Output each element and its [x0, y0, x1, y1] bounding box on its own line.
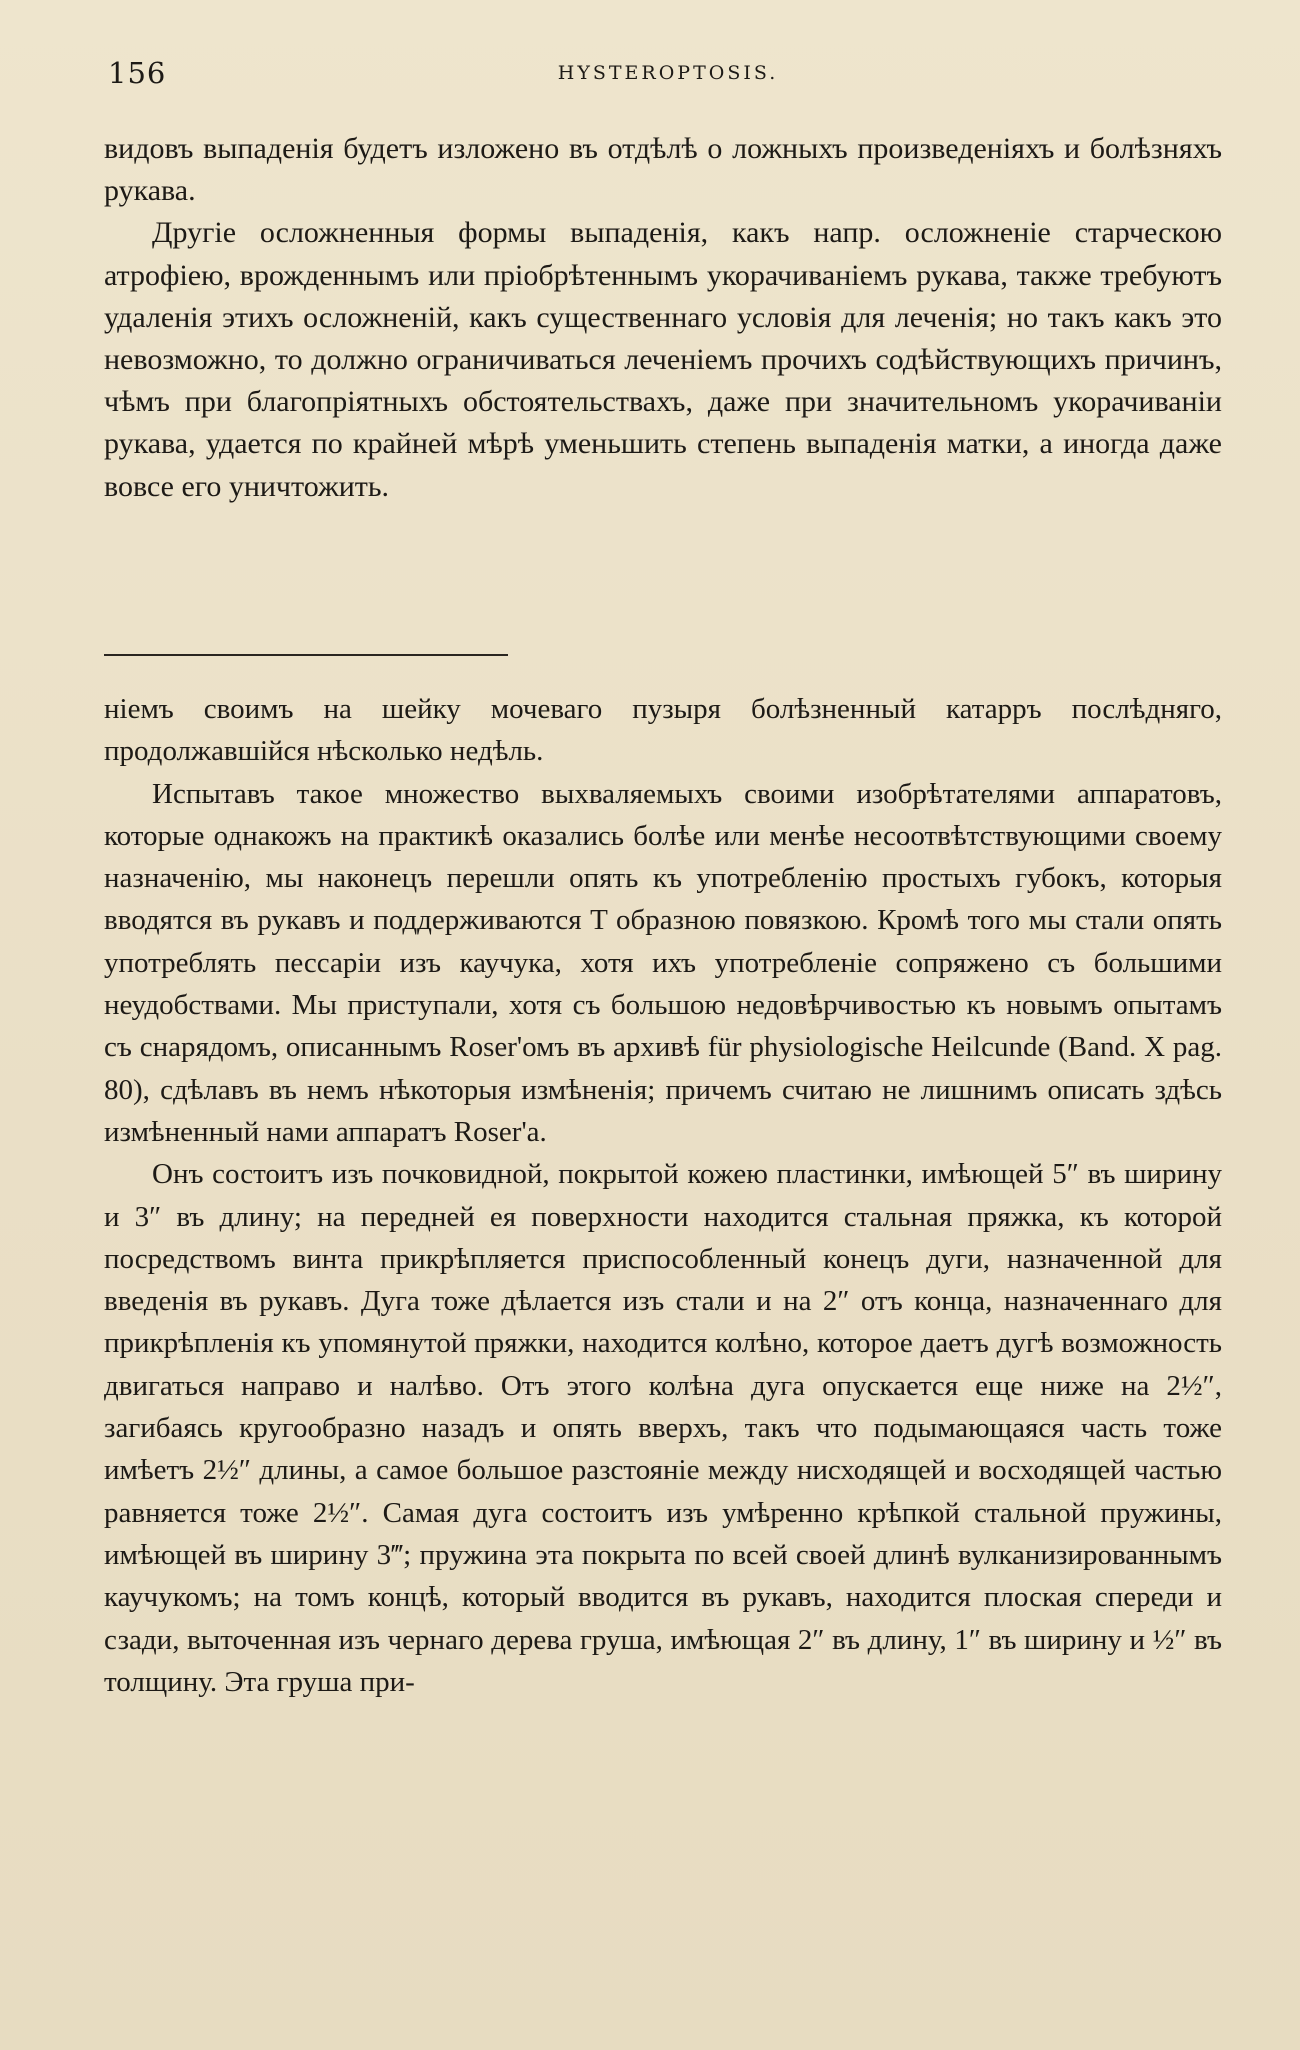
footnote-paragraph: Онъ состоитъ изъ почковидной, покрытой кожею пластинки, имѣющей 5″ въ ширину и 3″ въ длину; на передней ея поверхности находится стальная пряжка, къ которой посредствомъ винта прикрѣпляется приспособленный конецъ дуги, назначенной для введенія въ рукавъ. Дуга тоже дѣлается изъ стали и на 2″ отъ конца, назначеннаго для прикрѣпленія къ упомянутой пряжки, находится колѣно, которое даетъ дугѣ возможность двигаться направо и налѣво. Отъ этого колѣна дуга опускается еще ниже на 2½″, загибаясь кругообразно назадъ и опять вверхъ, такъ что подымающаяся часть тоже имѣетъ 2½″ длины, а самое большое разстояніе между нисходящей и восходящей частью равняется тоже 2½″. Самая дуга состоитъ изъ умѣренно крѣпкой стальной пружины, имѣющей въ ширину 3‴; пружина эта покрыта по всей своей длинѣ вулканизированнымъ каучукомъ; на томъ концѣ, который вводится въ рукавъ, находится плоская спереди и сзади, выточенная изъ чернаго дерева груша, имѣющая 2″ въ длину, 1″ въ ширину и ½″ въ толщину. Эта груша при-	[104, 1158, 1222, 1698]
page-number: 156	[108, 56, 167, 90]
footnote-separator-rule	[104, 654, 508, 656]
main-paragraph-continuation: видовъ выпаденія будетъ изложено въ отдѣлѣ о ложныхъ произведеніяхъ и болѣзняхъ рукава.	[104, 132, 1222, 208]
main-text	[104, 128, 1222, 508]
main-paragraph: Другіе осложненныя формы выпаденія, какъ напр. осложненіе старческою атрофіею, врожденнымъ или пріобрѣтеннымъ укорачиваніемъ рукава, также требуютъ удаленія этихъ осложненій, какъ существеннаго условія для леченія; но такъ какъ это невозможно, то должно ограничиваться леченіемъ прочихъ содѣйствующихъ причинъ, чѣмъ при благопріятныхъ обстоятельствахъ, даже при значительномъ укорачиваніи рукава, удается по крайней мѣрѣ уменьшить степень выпаденія матки, а иногда даже вовсе его уничтожить.	[104, 216, 1222, 503]
page-header	[108, 56, 1228, 96]
running-title: HYSTEROPTOSIS.	[557, 62, 779, 84]
footnote-paragraph-continuation: ніемъ своимъ на шейку мочеваго пузыря болѣзненный катарръ послѣдняго, продолжавшійся нѣсколько недѣль.	[104, 693, 1222, 768]
footnote-paragraph: Испытавъ такое множество выхваляемыхъ своими изобрѣтателями аппаратовъ, которые однакожъ на практикѣ оказались болѣе или менѣе несоотвѣтствующими своему назначенію, мы наконецъ перешли опять къ употребленію простыхъ губокъ, которыя вводятся въ рукавъ и поддерживаются T образною повязкою. Кромѣ того мы стали опять употреблять пессаріи изъ каучука, хотя ихъ употребленіе сопряжено съ большими неудобствами. Мы приступали, хотя съ большою недовѣрчивостью къ новымъ опытамъ съ снарядомъ, описаннымъ Roser'омъ въ архивѣ für physiologische Heilcunde (Band. X pag. 80), сдѣлавъ въ немъ нѣкоторыя измѣненія; причемъ считаю не лишнимъ описать здѣсь измѣненный нами аппаратъ Roser'а.	[104, 777, 1222, 1148]
footnote-text	[104, 688, 1222, 1703]
